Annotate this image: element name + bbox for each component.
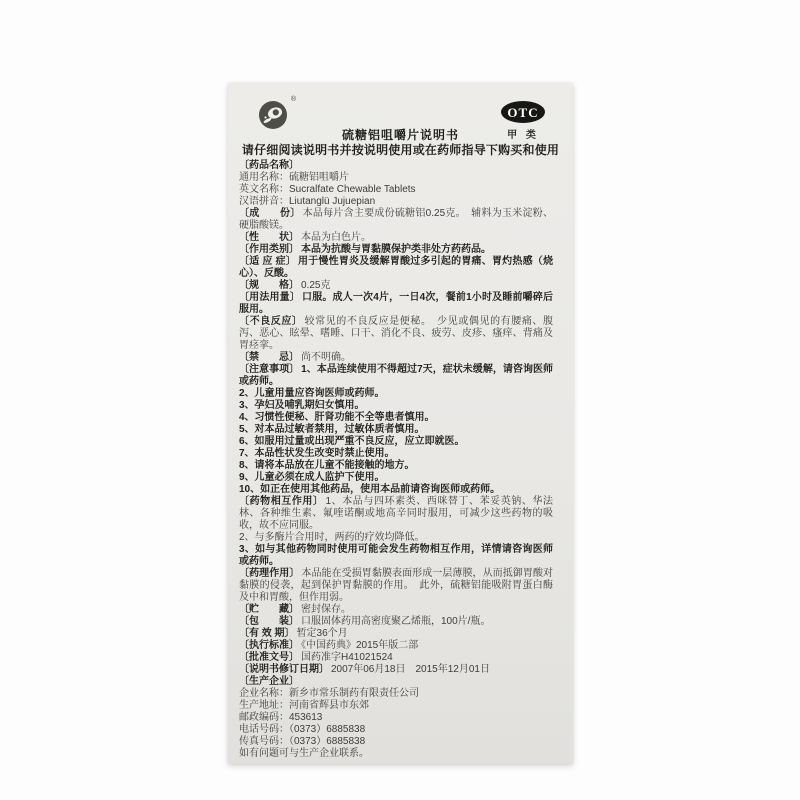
- section-label: 〔药物相互作用〕: [239, 496, 324, 507]
- section-text: 本品能在受损胃黏膜表面形成一层薄膜，从而抵御胃酸对黏膜的侵袭，起到保护胃黏膜的作用。 此外，硫糖铝能吸附胃蛋白酶及中和胃酸，但作用弱。: [239, 568, 554, 603]
- leaflet-paragraph: [239, 196, 553, 208]
- section-label: 〔说明书修订日期〕: [239, 664, 329, 675]
- leaflet-paragraph: [239, 544, 553, 568]
- leaflet-paragraph: [239, 712, 553, 724]
- leaflet-body: [239, 160, 553, 760]
- section-text: 0.25克: [301, 280, 331, 291]
- section-text: 2、与多酶片合用时，两药的疗效均降低。: [239, 532, 425, 543]
- leaflet-paragraph: [239, 172, 553, 184]
- leaflet-paragraph: [239, 484, 553, 496]
- section-text: 口服固体药用高密度聚乙烯瓶，100片/瓶。: [301, 616, 491, 627]
- leaflet-paragraph: [239, 664, 553, 676]
- section-label: 〔药品名称〕: [239, 160, 299, 171]
- leaflet-paragraph: [239, 400, 553, 412]
- section-text: 8、请将本品放在儿童不能接触的地方。: [239, 460, 415, 471]
- leaflet-paragraph: [239, 568, 553, 604]
- section-text: 本品每片含主要成份硫糖铝0.25克。 辅料为玉米淀粉、硬脂酸镁。: [239, 208, 553, 231]
- section-label: 〔包 装〕: [239, 616, 299, 627]
- section-label: 〔禁 忌〕: [239, 352, 299, 363]
- section-label: 〔注意事项〕: [239, 364, 300, 375]
- leaflet-paragraph: [239, 280, 553, 292]
- section-text: 国药准字H41021524: [301, 652, 393, 663]
- leaflet-paragraph: [239, 256, 553, 280]
- section-text: 如有问题可与生产企业联系。: [239, 748, 369, 759]
- section-label: 〔有 效 期〕: [239, 628, 295, 639]
- leaflet-paragraph: [239, 724, 553, 736]
- section-text: 传真号码：（0373）6885838: [239, 736, 366, 747]
- section-text: 本品为白色片。: [301, 232, 371, 243]
- section-text: 3、如与其他药物同时使用可能会发生药物相互作用，详情请咨询医师或药师。: [239, 544, 553, 567]
- leaflet-paragraph: [239, 316, 553, 352]
- leaflet-paragraph: [239, 472, 553, 484]
- leaflet-paragraph: [239, 208, 553, 232]
- section-label: 〔作用类别〕: [239, 244, 299, 255]
- section-label: 〔批准文号〕: [239, 652, 299, 663]
- leaflet-paragraph: [239, 616, 553, 628]
- section-label: 〔用法用量〕: [239, 292, 301, 303]
- section-label: 〔贮 藏〕: [239, 604, 299, 615]
- leaflet-paragraph: [239, 388, 553, 400]
- section-text: 7、本品性状发生改变时禁止使用。: [239, 448, 395, 459]
- leaflet-paragraph: [239, 160, 553, 172]
- section-text: 4、习惯性便秘、肝肾功能不全等患者慎用。: [239, 412, 435, 423]
- section-label: 〔不良反应〕: [239, 316, 303, 327]
- section-text: 2007年06月18日 2015年12月01日: [331, 664, 490, 675]
- section-text: 9、儿童必须在成人监护下使用。: [239, 472, 385, 483]
- leaflet-paragraph: [239, 736, 553, 748]
- section-text: 本品为抗酸与胃黏膜保护类非处方药药品。: [301, 244, 491, 255]
- section-text: 汉语拼音：Liutanglü Jujuepian: [239, 196, 376, 207]
- section-label: 〔执行标准〕: [239, 640, 299, 651]
- leaflet-paragraph: [239, 412, 553, 424]
- section-text: 邮政编码：453613: [239, 712, 323, 723]
- section-text: 尚不明确。: [301, 352, 351, 363]
- leaflet-paragraph: [239, 532, 553, 544]
- section-text: 2、儿童用量应咨询医师或药师。: [239, 388, 385, 399]
- leaflet-title: 硫糖铝咀嚼片说明书: [341, 128, 459, 142]
- leaflet-paragraph: [239, 628, 553, 640]
- section-text: 口服。成人一次4片，一日4次，餐前1小时及睡前嚼碎后服用。: [239, 292, 553, 315]
- leaflet-paragraph: [239, 184, 553, 196]
- section-text: 较常见的不良反应是便秘。 少见或偶见的有腰痛、腹泻、恶心、眩晕、嗜睡、口干、消化不良、疲劳、皮疹、瘙痒、背痛及胃痉挛。: [239, 316, 554, 351]
- section-label: 〔适 应 症〕: [239, 256, 297, 267]
- section-label: 〔生产企业〕: [239, 676, 299, 687]
- section-label: 〔规 格〕: [239, 280, 299, 291]
- section-text: 3、孕妇及哺乳期妇女慎用。: [239, 400, 365, 411]
- leaflet-paragraph: [239, 364, 553, 388]
- section-text: 企业名称：新乡市常乐制药有限责任公司: [239, 688, 419, 699]
- leaflet-paragraph: [239, 640, 553, 652]
- section-text: 密封保存。: [301, 604, 351, 615]
- section-text: 暂定36个月: [296, 628, 348, 639]
- otc-class-label: 甲 类: [507, 130, 539, 141]
- leaflet-paragraph: [239, 292, 553, 316]
- leaflet-paragraph: [239, 604, 553, 616]
- registered-trademark: ®: [290, 96, 296, 103]
- otc-label: OTC: [507, 104, 539, 120]
- leaflet-subtitle: 请仔细阅读说明书并按说明使用或在药师指导下购买和使用: [241, 143, 560, 157]
- leaflet-paragraph: [239, 352, 553, 364]
- leaflet-paragraph: [239, 460, 553, 472]
- section-text: 1、本品与四环素类、西咪替丁、苯妥英钠、华法林、各种维生素、氟喹诺酮或地高辛同时服用，可减少这些药物的吸收，故不应同服。: [239, 496, 554, 531]
- leaflet-paragraph: [239, 244, 553, 256]
- leaflet-sheet: [228, 83, 573, 764]
- section-text: 《中国药典》2015年版二部: [301, 640, 419, 651]
- section-text: 电话号码：（0373）6885838: [239, 724, 366, 735]
- leaflet-paragraph: [239, 700, 553, 712]
- section-text: 10、如正在使用其他药品，使用本品前请咨询医师或药师。: [239, 484, 501, 495]
- section-text: 通用名称：硫糖铝咀嚼片: [239, 172, 349, 183]
- otc-oval-icon: [501, 101, 545, 123]
- section-label: 〔成 份〕: [239, 208, 301, 219]
- section-text: 生产地址：河南省辉县市东郊: [239, 700, 369, 711]
- section-label: 〔性 状〕: [239, 232, 299, 243]
- leaflet-paragraph: [239, 688, 553, 700]
- leaflet-paragraph: [239, 436, 553, 448]
- section-text: 5、对本品过敏者禁用，过敏体质者慎用。: [239, 424, 425, 435]
- leaflet-paragraph: [239, 448, 553, 460]
- leaflet-paragraph: [239, 424, 553, 436]
- leaflet-paragraph: [239, 232, 553, 244]
- leaflet-paragraph: [239, 652, 553, 664]
- leaflet-paragraph: [239, 748, 553, 760]
- section-text: 1、本品连续使用不得超过7天，症状未缓解，请咨询医师或药师。: [239, 364, 554, 387]
- section-text: 英文名称：Sucralfate Chewable Tablets: [239, 184, 416, 195]
- leaflet-paragraph: [239, 676, 553, 688]
- section-text: 用于慢性胃炎及缓解胃酸过多引起的胃痛、胃灼热感（烧心）、反酸。: [239, 256, 553, 279]
- section-label: 〔药理作用〕: [239, 568, 300, 579]
- section-text: 6、如服用过量或出现严重不良反应，应立即就医。: [239, 436, 465, 447]
- leaflet-paragraph: [239, 496, 553, 532]
